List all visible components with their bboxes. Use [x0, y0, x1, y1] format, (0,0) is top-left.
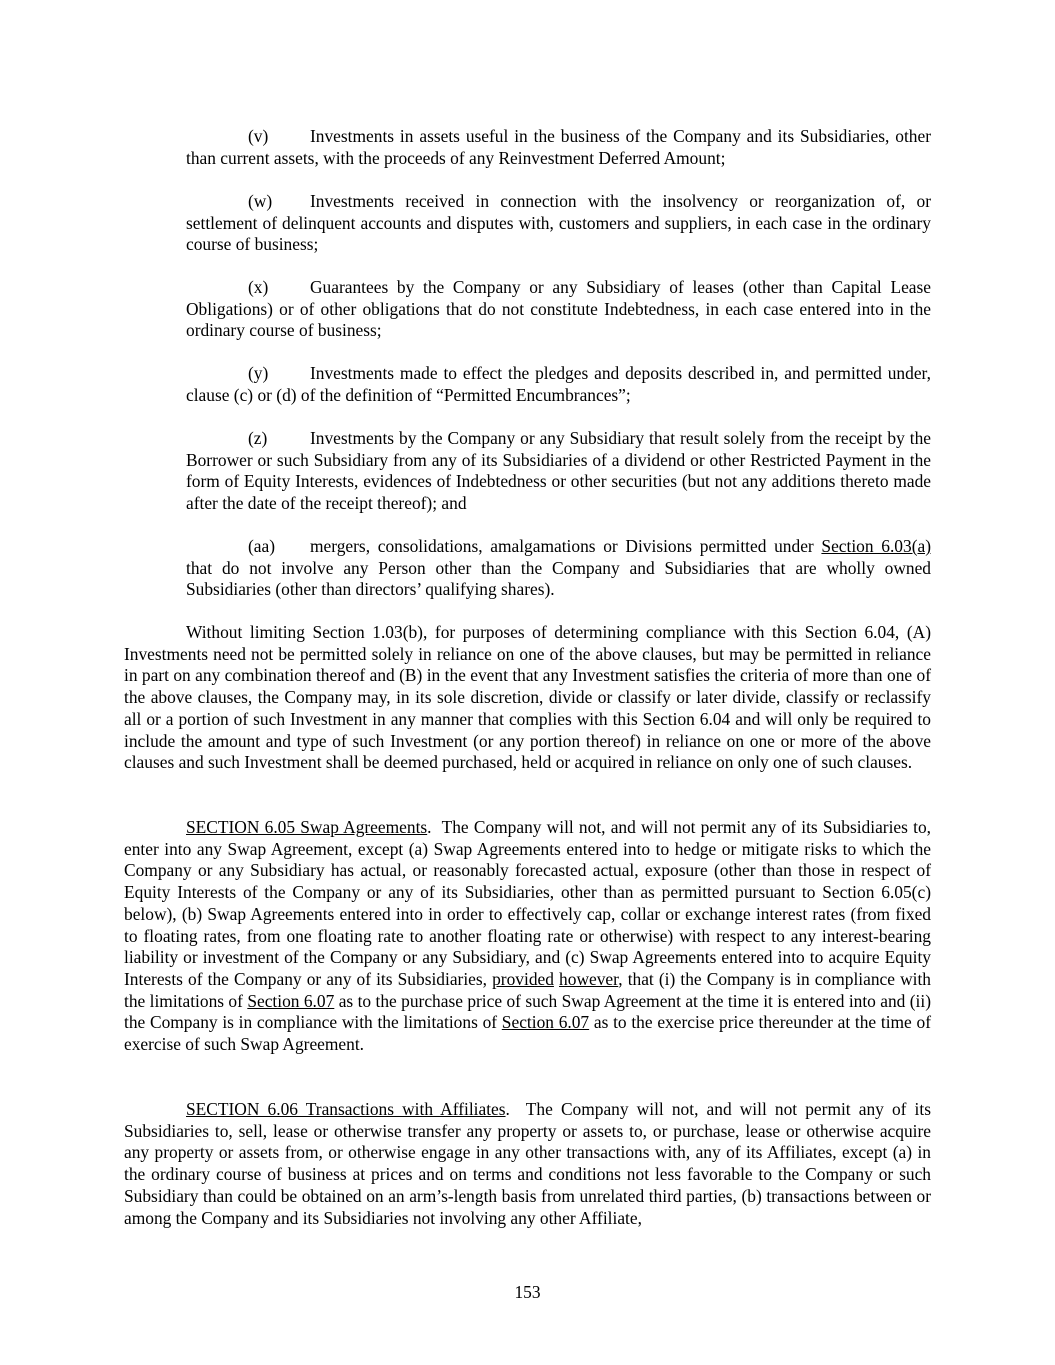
clause-text-tail: that do not involve any Person other than the Company and Subsidiaries that are wholly owned Subsidiaries (other than directors’ qualifying shares). — [186, 557, 931, 600]
section-6-03a-link[interactable]: Section 6.03(a) — [821, 536, 931, 556]
however-term: however — [559, 968, 619, 989]
provided-term: provided — [492, 968, 554, 989]
section-6-06-heading: SECTION 6.06 Transactions with Affiliates — [186, 1099, 506, 1119]
clause-label: (w) — [248, 191, 273, 211]
page-number: 153 — [514, 1282, 541, 1302]
section-6-05-text: The Company will not, and will not permit any of its Subsidiaries to, enter into any Swap Agreement, except (a) Swap Agreements entered into to hedge or mitigate risks to which the Company or any Subsidiary has actual, or reasonably forecasted actual, exposure (other than those in respect of Equity Interests of the Company or any of its Subsidiaries, other than as permitted pursuant to Section 6.05(c) below), (b) Swap Agreements entered into in order to effectively cap, collar or exchange interest rates (from fixed to floating rates, from one floating rate to another floating rate or otherwise) with respect to any interest-bearing liability or investment of the Company or any Subsidiary, and (c) Swap Agreements entered into to acquire Equity Interests of the Company or any of its Subsidiaries, — [124, 817, 936, 989]
section-6-05-text: as to the exercise price thereunder at the time of exercise of such Swap Agreement. — [124, 1012, 931, 1055]
section-6-07-link[interactable]: Section 6.07 — [501, 1012, 590, 1033]
section-6-06-text: . The Company will not, and will not permit any of its Subsidiaries to, sell, lease or otherwise transfer any property or assets to, or purchase, lease or otherwise acquire any property or assets from, or otherwise engage in any other transactions with, any of its Affiliates, except (a) in the ordinary course of business at prices and on terms and conditions not less favorable to the Company or such Subsidiary than could be obtained on an arm’s-length basis from unrelated third parties, (b) transactions between or among the Company and its Subsidiaries not involving any other Affiliate, — [124, 1099, 936, 1228]
section-6-06-paragraph — [124, 1099, 936, 1229]
section-6-05-heading: SECTION 6.05 Swap Agreements — [186, 817, 428, 837]
clause-z — [186, 428, 931, 515]
clause-label: (x) — [248, 277, 269, 297]
clause-y — [186, 363, 931, 406]
clause-label: (y) — [248, 363, 269, 383]
clause-text: Investments received in connection with the insolvency or reorganization of, or settlement of delinquent accounts and disputes with, customers and suppliers, in each case in the ordinary course of business; — [186, 191, 931, 255]
section-6-05-paragraph — [124, 817, 936, 1056]
clause-v — [186, 126, 931, 169]
clause-label: (v) — [248, 126, 269, 146]
clause-x — [186, 277, 931, 342]
section-6-07-link[interactable]: Section 6.07 — [247, 990, 335, 1011]
limiting-paragraph: Without limiting Section 1.03(b), for purposes of determining compliance with this Section 6.04, (A) Investments need not be permitted solely in reliance on one of the above clauses, but may be permitted in reliance in part on any combination thereof and (B) in the event that any Investment satisfies the criteria of more than one of the above clauses, the Company may, in its sole discretion, divide or classify or later divide, classify or reclassify all or a portion of such Investment in any manner that complies with this Section 6.04 and will only be required to include the amount and type of such Investment (or any portion thereof) in reliance on one or more of the above clauses and such Investment shall be deemed purchased, held or acquired in reliance on only one of such clauses. — [124, 622, 931, 773]
clause-aa — [186, 536, 931, 601]
clause-label: (aa) — [248, 536, 276, 556]
section-6-05-period: . — [427, 817, 432, 837]
clause-w — [186, 191, 931, 256]
clause-text: Guarantees by the Company or any Subsidiary of leases (other than Capital Lease Obligations) or of other obligations that do not constitute Indebtedness, in each case entered into in the ordinary course of business; — [186, 277, 931, 341]
section-6-05-text: as to the purchase price of such Swap Agreement at the time it is entered into and (ii) the Company is in compliance with the limitations of — [124, 990, 932, 1033]
clause-label: (z) — [248, 428, 268, 448]
clause-text: Investments in assets useful in the business of the Company and its Subsidiaries, other than current assets, with the proceeds of any Reinvestment Deferred Amount; — [186, 126, 931, 168]
section-6-05-text: , that (i) the Company is in compliance with the limitations of — [124, 968, 931, 1011]
clause-text: mergers, consolidations, amalgamations or Divisions permitted under — [310, 536, 822, 556]
clause-text: Investments made to effect the pledges and deposits described in, and permitted under, clause (c) or (d) of the definition of “Permitted Encumbrances”; — [186, 363, 931, 405]
clause-text: Investments by the Company or any Subsidiary that result solely from the receipt by the Borrower or such Subsidiary from any of its Subsidiaries of a dividend or other Restricted Payment in the form of Equity Interests, evidences of Indebtedness or other securities (but not any additions thereto made after the date of the receipt thereof); and — [186, 428, 931, 514]
